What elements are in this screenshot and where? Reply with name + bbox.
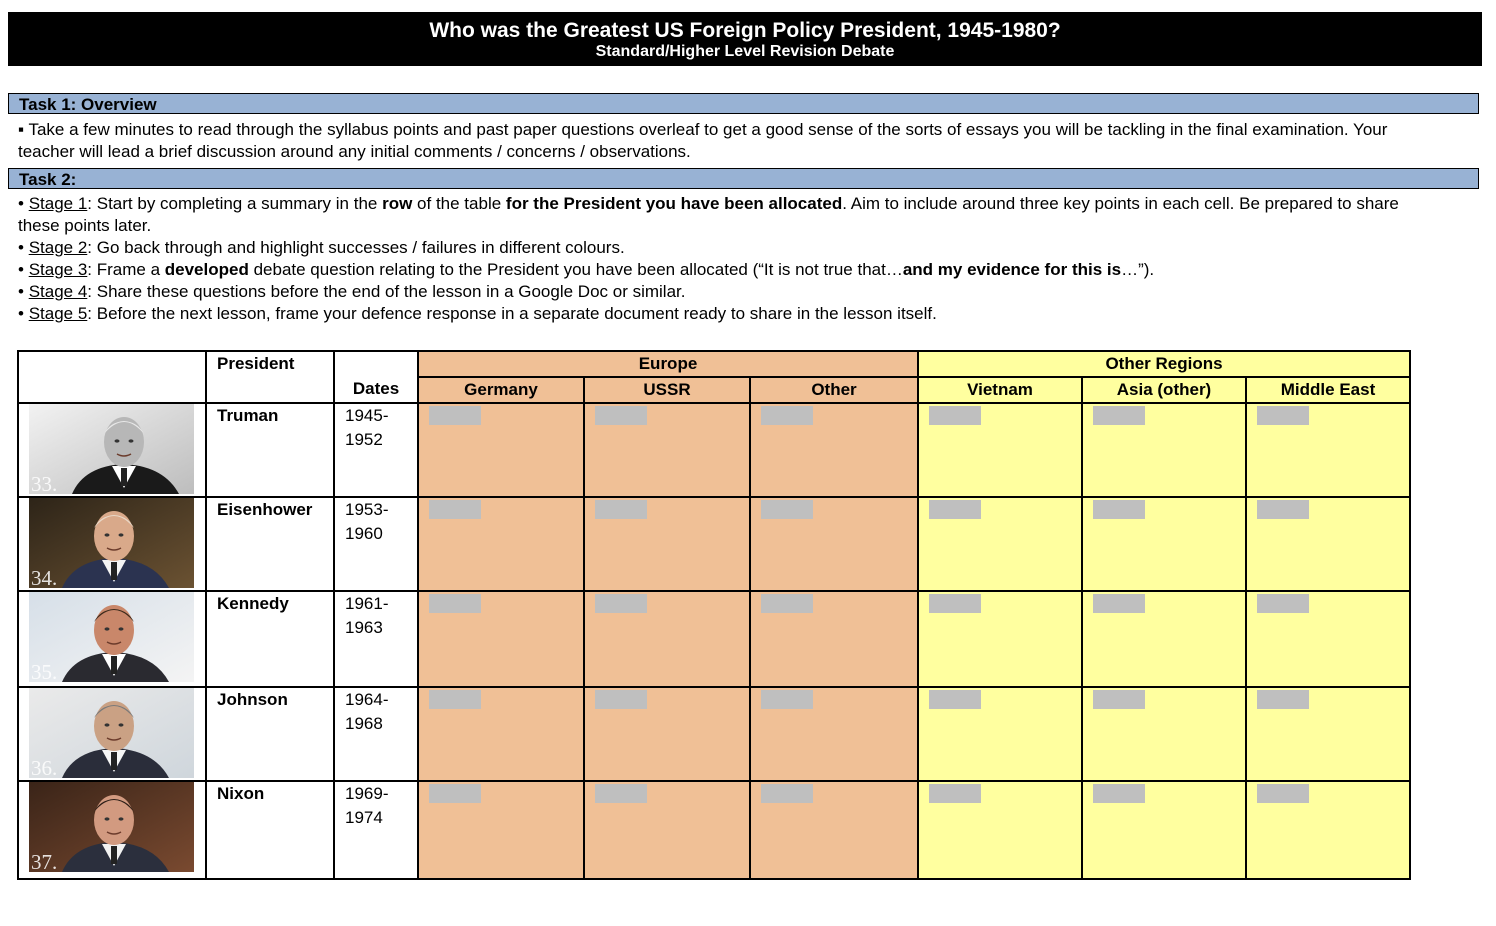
redacted-placeholder — [929, 594, 981, 613]
redacted-placeholder — [429, 690, 481, 709]
column-header-vietnam: Vietnam — [918, 377, 1082, 403]
president-portrait — [29, 782, 194, 872]
president-name: Nixon — [206, 781, 334, 879]
president-number: 35. — [31, 660, 58, 682]
stage-bullet: • — [18, 260, 29, 279]
stage-text: : Start by completing a summary in the — [87, 194, 383, 213]
date-start: 1969- — [345, 784, 389, 803]
redacted-placeholder — [929, 406, 981, 425]
president-photo-cell — [18, 591, 206, 687]
europe-header: Europe — [418, 351, 918, 377]
summary-cell[interactable] — [918, 781, 1082, 879]
summary-cell[interactable] — [918, 497, 1082, 591]
stage-bullet: • — [18, 194, 29, 213]
redacted-placeholder — [761, 594, 813, 613]
redacted-placeholder — [761, 784, 813, 803]
date-start: 1964- — [345, 690, 389, 709]
summary-cell[interactable] — [750, 591, 918, 687]
redacted-placeholder — [1257, 406, 1309, 425]
stage-text: . Aim to include around three key points in each cell. Be prepared to share these points later. — [18, 194, 1399, 235]
date-start: 1945- — [345, 406, 389, 425]
date-start: 1953- — [345, 500, 389, 519]
summary-cell[interactable] — [1246, 403, 1410, 497]
date-end: 1952 — [345, 430, 383, 449]
president-number: 37. — [31, 850, 58, 872]
redacted-placeholder — [1257, 594, 1309, 613]
stage-text-bold: and my evidence for this is — [902, 260, 1122, 279]
redacted-placeholder — [1257, 500, 1309, 519]
stage-label: Stage 1 — [28, 194, 88, 213]
summary-cell[interactable] — [1246, 687, 1410, 781]
president-photo-cell — [18, 687, 206, 781]
redacted-placeholder — [1093, 690, 1145, 709]
task1-heading: Task 1: Overview — [8, 93, 1479, 114]
stage-text-bold: for the President you have been allocated — [505, 194, 843, 213]
president-name: Kennedy — [206, 591, 334, 687]
stage-text: : Frame a — [87, 260, 165, 279]
summary-cell[interactable] — [1246, 591, 1410, 687]
president-name: Truman — [206, 403, 334, 497]
president-portrait — [29, 404, 194, 494]
redacted-placeholder — [1257, 784, 1309, 803]
stage-label: Stage 2 — [28, 238, 88, 257]
column-header-asia-other: Asia (other) — [1082, 377, 1246, 403]
date-end: 1960 — [345, 524, 383, 543]
dates-header: Dates — [334, 377, 418, 403]
redacted-placeholder — [1257, 690, 1309, 709]
summary-cell[interactable] — [418, 687, 584, 781]
stage-text: : Go back through and highlight successes / failures in different colours. — [87, 238, 625, 257]
stage-bullet: • — [18, 304, 29, 323]
redacted-placeholder — [761, 500, 813, 519]
summary-cell[interactable] — [918, 687, 1082, 781]
redacted-placeholder — [429, 594, 481, 613]
redacted-placeholder — [595, 784, 647, 803]
task2-heading: Task 2: — [8, 168, 1479, 189]
stage-text: …”). — [1121, 260, 1155, 279]
redacted-placeholder — [429, 406, 481, 425]
summary-cell[interactable] — [750, 403, 918, 497]
summary-cell[interactable] — [584, 591, 750, 687]
redacted-placeholder — [761, 406, 813, 425]
president-photo-cell — [18, 497, 206, 591]
date-end: 1963 — [345, 618, 383, 637]
stage-5-item — [18, 303, 1418, 325]
president-dates — [334, 687, 418, 781]
task2-stage-list — [18, 193, 1418, 325]
date-end: 1968 — [345, 714, 383, 733]
stage-1-item — [18, 193, 1418, 237]
stage-2-item — [18, 237, 1418, 259]
column-header-other: Other — [750, 377, 918, 403]
summary-cell[interactable] — [584, 687, 750, 781]
table-row — [18, 781, 1410, 879]
stage-bullet: • — [18, 282, 29, 301]
table-header-row-1 — [18, 351, 1410, 377]
president-dates — [334, 781, 418, 879]
redacted-placeholder — [595, 406, 647, 425]
summary-cell[interactable] — [918, 403, 1082, 497]
column-header-middle-east: Middle East — [1246, 377, 1410, 403]
stage-bullet: • — [18, 238, 29, 257]
summary-cell[interactable] — [418, 497, 584, 591]
president-photo-cell — [18, 403, 206, 497]
stage-text: : Share these questions before the end of the lesson in a Google Doc or similar. — [87, 282, 686, 301]
president-header: President — [206, 351, 334, 403]
summary-cell[interactable] — [584, 403, 750, 497]
summary-cell[interactable] — [418, 781, 584, 879]
redacted-placeholder — [929, 500, 981, 519]
redacted-placeholder — [595, 594, 647, 613]
redacted-placeholder — [929, 784, 981, 803]
summary-cell[interactable] — [750, 687, 918, 781]
redacted-placeholder — [1093, 406, 1145, 425]
president-number: 33. — [31, 472, 58, 494]
summary-cell[interactable] — [584, 781, 750, 879]
redacted-placeholder — [761, 690, 813, 709]
stage-text: of the table — [412, 194, 506, 213]
summary-cell[interactable] — [1082, 591, 1246, 687]
stage-text: debate question relating to the President you have been allocated (“It is not true that… — [248, 260, 903, 279]
president-name: Johnson — [206, 687, 334, 781]
summary-cell[interactable] — [418, 591, 584, 687]
redacted-placeholder — [595, 690, 647, 709]
summary-cell[interactable] — [1246, 497, 1410, 591]
table-row — [18, 591, 1410, 687]
table-row — [18, 687, 1410, 781]
redacted-placeholder — [595, 500, 647, 519]
summary-cell[interactable] — [1082, 781, 1246, 879]
president-photo-cell — [18, 781, 206, 879]
stage-4-item — [18, 281, 1418, 303]
redacted-placeholder — [429, 784, 481, 803]
president-dates — [334, 403, 418, 497]
task1-text-block — [18, 119, 1418, 163]
stage-text-bold: row — [382, 194, 413, 213]
president-number: 36. — [31, 756, 58, 778]
redacted-placeholder — [429, 500, 481, 519]
president-dates — [334, 591, 418, 687]
stage-text-bold: developed — [164, 260, 249, 279]
redacted-placeholder — [1093, 500, 1145, 519]
stage-3-item — [18, 259, 1418, 281]
table-row — [18, 497, 1410, 591]
president-number: 34. — [31, 566, 58, 588]
photo-header-cell — [18, 351, 206, 403]
task1-bullet: ▪ — [18, 120, 25, 139]
date-end: 1974 — [345, 808, 383, 827]
president-summary-table — [17, 350, 1411, 880]
date-start: 1961- — [345, 594, 389, 613]
summary-cell[interactable] — [750, 497, 918, 591]
president-dates — [334, 497, 418, 591]
stage-label: Stage 4 — [28, 282, 88, 301]
summary-cell[interactable] — [1082, 687, 1246, 781]
summary-cell[interactable] — [750, 781, 918, 879]
column-header-ussr: USSR — [584, 377, 750, 403]
stage-label: Stage 5 — [28, 304, 88, 323]
title-banner — [8, 12, 1482, 66]
summary-cell[interactable] — [418, 403, 584, 497]
summary-cell[interactable] — [1246, 781, 1410, 879]
president-name: Eisenhower — [206, 497, 334, 591]
summary-cell[interactable] — [1082, 497, 1246, 591]
president-portrait — [29, 592, 194, 682]
task1-text: Take a few minutes to read through the syllabus points and past paper questions overleaf to get a good sense of the sorts of essays you will be tackling in the final examination. Your teacher will lead a brief discussion around any initial comments / concerns / observations. — [18, 120, 1388, 161]
column-header-germany: Germany — [418, 377, 584, 403]
table-row — [18, 403, 1410, 497]
president-portrait — [29, 498, 194, 588]
other-regions-header: Other Regions — [918, 351, 1410, 377]
redacted-placeholder — [929, 690, 981, 709]
stage-label: Stage 3 — [28, 260, 88, 279]
dates-header-spacer — [334, 351, 418, 377]
president-portrait — [29, 688, 194, 778]
summary-cell[interactable] — [918, 591, 1082, 687]
stage-text: : Before the next lesson, frame your defence response in a separate document ready to share in the lesson itself. — [87, 304, 937, 323]
redacted-placeholder — [1093, 784, 1145, 803]
summary-cell[interactable] — [1082, 403, 1246, 497]
page-title: Who was the Greatest US Foreign Policy President, 1945-1980? — [429, 19, 1061, 42]
page-subtitle: Standard/Higher Level Revision Debate — [595, 43, 895, 60]
redacted-placeholder — [1093, 594, 1145, 613]
summary-cell[interactable] — [584, 497, 750, 591]
